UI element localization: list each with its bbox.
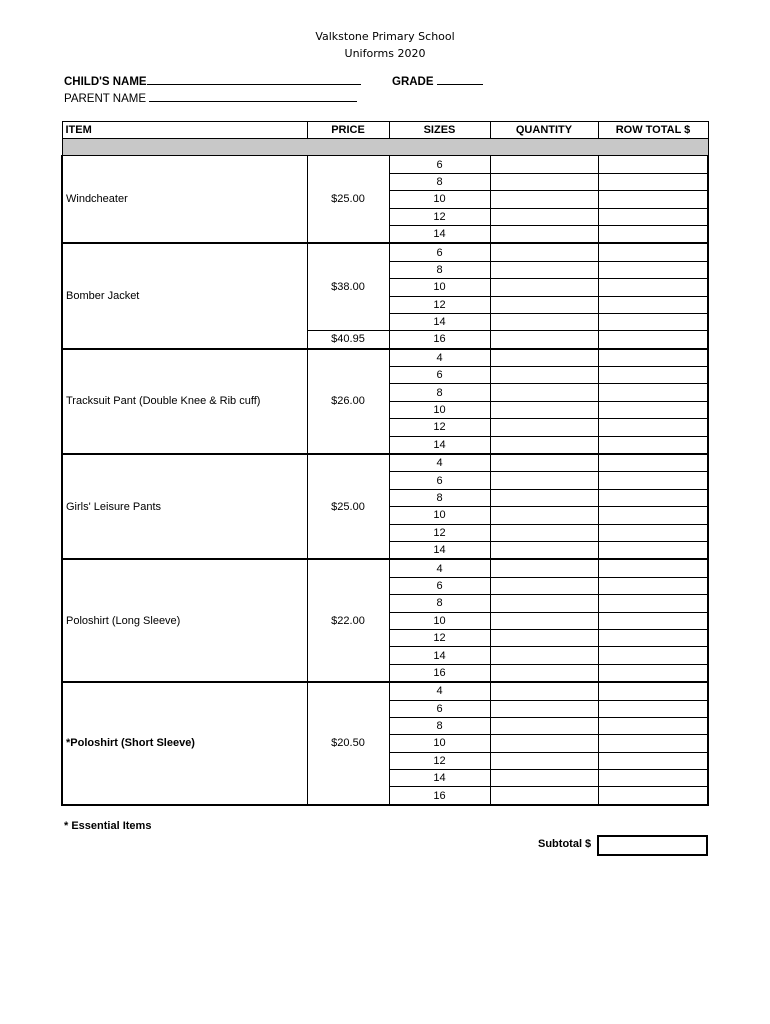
quantity-input[interactable]	[490, 647, 598, 664]
quantity-input[interactable]	[490, 787, 598, 805]
row-total-input[interactable]	[598, 173, 708, 190]
quantity-input[interactable]	[490, 664, 598, 682]
quantity-input[interactable]	[490, 595, 598, 612]
size-cell: 6	[389, 700, 490, 717]
quantity-input[interactable]	[490, 225, 598, 243]
shaded-divider-row	[62, 139, 708, 156]
item-name-cell: Poloshirt (Long Sleeve)	[62, 559, 307, 682]
quantity-input[interactable]	[490, 331, 598, 349]
size-cell: 12	[389, 524, 490, 541]
quantity-input[interactable]	[490, 700, 598, 717]
quantity-input[interactable]	[490, 243, 598, 261]
table-row	[62, 682, 708, 700]
row-total-input[interactable]	[598, 595, 708, 612]
column-header-item: ITEM	[62, 122, 307, 139]
size-cell: 12	[389, 752, 490, 769]
row-total-input[interactable]	[598, 331, 708, 349]
size-cell: 4	[389, 559, 490, 577]
quantity-input[interactable]	[490, 173, 598, 190]
size-cell: 10	[389, 279, 490, 296]
size-cell: 12	[389, 208, 490, 225]
row-total-input[interactable]	[598, 401, 708, 418]
table-header-row	[62, 122, 708, 139]
row-total-input[interactable]	[598, 243, 708, 261]
row-total-input[interactable]	[598, 577, 708, 594]
size-cell: 8	[389, 173, 490, 190]
quantity-input[interactable]	[490, 454, 598, 472]
size-cell: 16	[389, 331, 490, 349]
parent-name-field[interactable]	[64, 90, 357, 105]
quantity-input[interactable]	[490, 524, 598, 541]
row-total-input[interactable]	[598, 647, 708, 664]
grade-line[interactable]	[437, 73, 483, 85]
size-cell: 16	[389, 664, 490, 682]
size-cell: 8	[389, 384, 490, 401]
row-total-input[interactable]	[598, 735, 708, 752]
quantity-input[interactable]	[490, 489, 598, 506]
table-row	[62, 349, 708, 367]
item-name-cell: Bomber Jacket	[62, 243, 307, 348]
price-cell: $25.00	[307, 454, 389, 559]
size-cell: 12	[389, 419, 490, 436]
item-name-cell: Windcheater	[62, 156, 307, 243]
size-cell: 4	[389, 349, 490, 367]
quantity-input[interactable]	[490, 367, 598, 384]
price-cell: $22.00	[307, 559, 389, 682]
row-total-input[interactable]	[598, 524, 708, 541]
quantity-input[interactable]	[490, 472, 598, 489]
quantity-input[interactable]	[490, 349, 598, 367]
quantity-input[interactable]	[490, 577, 598, 594]
row-total-input[interactable]	[598, 472, 708, 489]
quantity-input[interactable]	[490, 559, 598, 577]
row-total-input[interactable]	[598, 682, 708, 700]
quantity-input[interactable]	[490, 770, 598, 787]
size-cell: 14	[389, 647, 490, 664]
size-cell: 6	[389, 156, 490, 173]
grade-label: GRADE	[392, 76, 434, 88]
quantity-input[interactable]	[490, 208, 598, 225]
price-cell: $40.95	[307, 331, 389, 349]
quantity-input[interactable]	[490, 507, 598, 524]
child-name-field[interactable]	[64, 73, 361, 88]
row-total-input[interactable]	[598, 156, 708, 173]
size-cell: 4	[389, 682, 490, 700]
size-cell: 8	[389, 595, 490, 612]
size-cell: 14	[389, 225, 490, 243]
row-total-input[interactable]	[598, 384, 708, 401]
table-row	[62, 243, 708, 261]
quantity-input[interactable]	[490, 384, 598, 401]
row-total-input[interactable]	[598, 700, 708, 717]
quantity-input[interactable]	[490, 296, 598, 313]
size-cell: 14	[389, 313, 490, 330]
column-header-price: PRICE	[307, 122, 389, 139]
child-name-label: CHILD'S NAME	[64, 76, 147, 88]
child-name-line[interactable]	[147, 73, 361, 85]
row-total-input[interactable]	[598, 261, 708, 278]
size-cell: 10	[389, 401, 490, 418]
table-row	[62, 559, 708, 577]
size-cell: 12	[389, 296, 490, 313]
size-cell: 6	[389, 367, 490, 384]
size-cell: 8	[389, 261, 490, 278]
quantity-input[interactable]	[490, 401, 598, 418]
form-subtitle: Uniforms 2020	[344, 47, 426, 60]
quantity-input[interactable]	[490, 261, 598, 278]
row-total-input[interactable]	[598, 208, 708, 225]
shaded-divider-cell	[62, 139, 708, 156]
price-cell: $20.50	[307, 682, 389, 805]
row-total-input[interactable]	[598, 313, 708, 330]
column-header-row-total: ROW TOTAL $	[598, 122, 708, 139]
row-total-input[interactable]	[598, 489, 708, 506]
row-total-input[interactable]	[598, 454, 708, 472]
row-total-input[interactable]	[598, 296, 708, 313]
quantity-input[interactable]	[490, 735, 598, 752]
quantity-input[interactable]	[490, 191, 598, 208]
table-row	[62, 454, 708, 472]
row-total-input[interactable]	[598, 541, 708, 559]
quantity-input[interactable]	[490, 541, 598, 559]
price-cell: $25.00	[307, 156, 389, 243]
row-total-input[interactable]	[598, 225, 708, 243]
subtotal-input[interactable]	[597, 835, 708, 856]
school-name: Valkstone Primary School	[315, 30, 455, 43]
parent-name-label: PARENT NAME	[64, 93, 147, 105]
quantity-input[interactable]	[490, 629, 598, 646]
quantity-input[interactable]	[490, 436, 598, 454]
row-total-input[interactable]	[598, 770, 708, 787]
row-total-input[interactable]	[598, 419, 708, 436]
table-body	[62, 156, 708, 805]
size-cell: 14	[389, 541, 490, 559]
size-cell: 10	[389, 507, 490, 524]
size-cell: 14	[389, 770, 490, 787]
row-total-input[interactable]	[598, 191, 708, 208]
column-header-quantity: QUANTITY	[490, 122, 598, 139]
row-total-input[interactable]	[598, 629, 708, 646]
parent-name-line[interactable]	[149, 90, 357, 102]
row-total-input[interactable]	[598, 367, 708, 384]
subtotal-label: Subtotal $	[538, 838, 592, 850]
row-total-input[interactable]	[598, 752, 708, 769]
quantity-input[interactable]	[490, 313, 598, 330]
quantity-input[interactable]	[490, 419, 598, 436]
quantity-input[interactable]	[490, 717, 598, 734]
size-cell: 6	[389, 577, 490, 594]
row-total-input[interactable]	[598, 612, 708, 629]
size-cell: 14	[389, 436, 490, 454]
item-name-cell: *Poloshirt (Short Sleeve)	[62, 682, 307, 805]
size-cell: 10	[389, 735, 490, 752]
size-cell: 8	[389, 717, 490, 734]
row-total-input[interactable]	[598, 507, 708, 524]
size-cell: 10	[389, 191, 490, 208]
size-cell: 4	[389, 454, 490, 472]
item-name-cell: Girls' Leisure Pants	[62, 454, 307, 559]
quantity-input[interactable]	[490, 682, 598, 700]
table-row	[62, 156, 708, 173]
row-total-input[interactable]	[598, 559, 708, 577]
essential-items-note: * Essential Items	[64, 820, 152, 832]
row-total-input[interactable]	[598, 787, 708, 805]
size-cell: 10	[389, 612, 490, 629]
row-total-input[interactable]	[598, 279, 708, 296]
column-header-sizes: SIZES	[389, 122, 490, 139]
grade-field[interactable]	[392, 73, 483, 88]
item-name-cell: Tracksuit Pant (Double Knee & Rib cuff)	[62, 349, 307, 454]
row-total-input[interactable]	[598, 349, 708, 367]
price-cell: $26.00	[307, 349, 389, 454]
row-total-input[interactable]	[598, 664, 708, 682]
size-cell: 8	[389, 489, 490, 506]
price-cell: $38.00	[307, 243, 389, 330]
size-cell: 6	[389, 243, 490, 261]
quantity-input[interactable]	[490, 279, 598, 296]
size-cell: 16	[389, 787, 490, 805]
quantity-input[interactable]	[490, 612, 598, 629]
size-cell: 6	[389, 472, 490, 489]
quantity-input[interactable]	[490, 752, 598, 769]
row-total-input[interactable]	[598, 436, 708, 454]
row-total-input[interactable]	[598, 717, 708, 734]
uniform-order-table	[61, 121, 709, 806]
size-cell: 12	[389, 629, 490, 646]
quantity-input[interactable]	[490, 156, 598, 173]
